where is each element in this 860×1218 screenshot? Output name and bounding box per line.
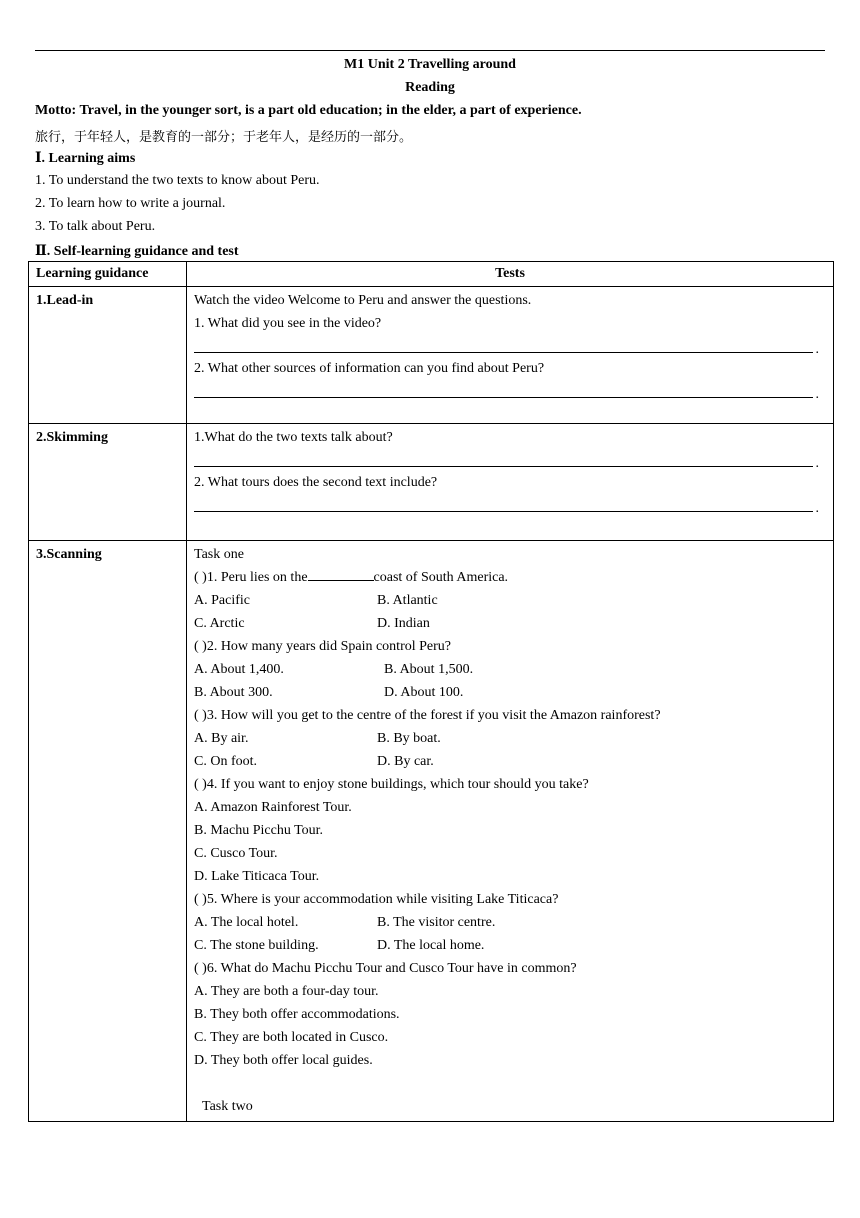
skimming-tests <box>187 424 834 541</box>
aim-item: 3. To talk about Peru. <box>35 219 156 234</box>
option: D. Indian <box>377 616 430 631</box>
option: B. They both offer accommodations. <box>194 1007 400 1022</box>
row-label-skimming: 2.Skimming <box>29 424 187 541</box>
question-text: ( )2. How many years did Spain control Peru? <box>194 639 451 654</box>
option: D. Lake Titicaca Tour. <box>194 869 320 884</box>
option: B. About 1,500. <box>384 662 474 677</box>
answer-line[interactable]: . <box>194 494 825 516</box>
option: B. By boat. <box>377 731 441 746</box>
options-row <box>194 750 825 773</box>
answer-line[interactable]: . <box>194 380 825 402</box>
option: B. About 300. <box>194 685 273 700</box>
table-row-skimming <box>29 424 834 541</box>
option: B. The visitor centre. <box>377 915 496 930</box>
question-text: 1. What did you see in the video? <box>194 316 382 331</box>
question-text: ( )5. Where is your accommodation while visiting Lake Titicaca? <box>194 892 559 907</box>
question-text: ( )4. If you want to enjoy stone buildings, which tour should you take? <box>194 777 589 792</box>
document-subtitle: Reading <box>405 80 455 95</box>
options-row <box>194 658 825 681</box>
options-row <box>194 911 825 934</box>
option: A. The local hotel. <box>194 915 299 930</box>
scanning-tests <box>187 541 834 1122</box>
option: C. Arctic <box>194 616 245 631</box>
answer-line[interactable]: . <box>194 449 825 471</box>
motto-chinese: 旅行，于年轻人，是教育的一部分；于老年人，是经历的一部分。 <box>35 130 413 145</box>
question-text: ( )6. What do Machu Picchu Tour and Cusco Tour have in common? <box>194 961 577 976</box>
section-heading-guidance: Ⅱ. Self-learning guidance and test <box>35 244 239 259</box>
aim-item: 2. To learn how to write a journal. <box>35 196 226 211</box>
motto: Motto: Travel, in the younger sort, is a part old education; in the elder, a part of experience. <box>35 103 582 118</box>
options-row <box>194 681 825 704</box>
column-header-tests: Tests <box>187 262 834 287</box>
option: D. About 100. <box>384 685 464 700</box>
option: C. They are both located in Cusco. <box>194 1030 389 1045</box>
table-row-leadin <box>29 287 834 424</box>
option: A. By air. <box>194 731 249 746</box>
question-text: ( )1. Peru lies on the coast of South America. <box>194 570 509 585</box>
leadin-intro: Watch the video Welcome to Peru and answer the questions. <box>194 293 532 308</box>
question-text: ( )3. How will you get to the centre of the forest if you visit the Amazon rainforest? <box>194 708 661 723</box>
option: B. Machu Picchu Tour. <box>194 823 324 838</box>
spacer <box>194 1072 825 1095</box>
question-text: 1.What do the two texts talk about? <box>194 430 393 445</box>
section-heading-aims: Ⅰ. Learning aims <box>35 151 136 166</box>
aim-item: 1. To understand the two texts to know about Peru. <box>35 173 320 188</box>
answer-line[interactable]: . <box>194 335 825 357</box>
task-two-label: Task two <box>202 1099 253 1114</box>
table-header-row <box>29 262 834 287</box>
option: D. The local home. <box>377 938 485 953</box>
leadin-tests <box>187 287 834 424</box>
row-label-scanning: 3.Scanning <box>29 541 187 1122</box>
question-text: 2. What other sources of information can you find about Peru? <box>194 361 545 376</box>
option: B. Atlantic <box>377 593 438 608</box>
row-label-leadin: 1.Lead-in <box>29 287 187 424</box>
option: C. The stone building. <box>194 938 319 953</box>
option: A. About 1,400. <box>194 662 284 677</box>
option: C. On foot. <box>194 754 257 769</box>
options-row <box>194 934 825 957</box>
question-text: 2. What tours does the second text include? <box>194 475 438 490</box>
option: A. They are both a four-day tour. <box>194 984 379 999</box>
fill-in-blank[interactable] <box>308 568 374 581</box>
header-rule <box>35 50 825 51</box>
column-header-guidance: Learning guidance <box>29 262 187 287</box>
option: A. Pacific <box>194 593 250 608</box>
table-row-scanning <box>29 541 834 1122</box>
option: D. By car. <box>377 754 434 769</box>
options-row <box>194 589 825 612</box>
option: A. Amazon Rainforest Tour. <box>194 800 352 815</box>
option: C. Cusco Tour. <box>194 846 278 861</box>
document-title: M1 Unit 2 Travelling around <box>344 57 516 72</box>
guidance-table <box>28 261 834 1122</box>
task-one-label: Task one <box>194 547 244 562</box>
options-row <box>194 727 825 750</box>
option: D. They both offer local guides. <box>194 1053 373 1068</box>
options-row <box>194 612 825 635</box>
